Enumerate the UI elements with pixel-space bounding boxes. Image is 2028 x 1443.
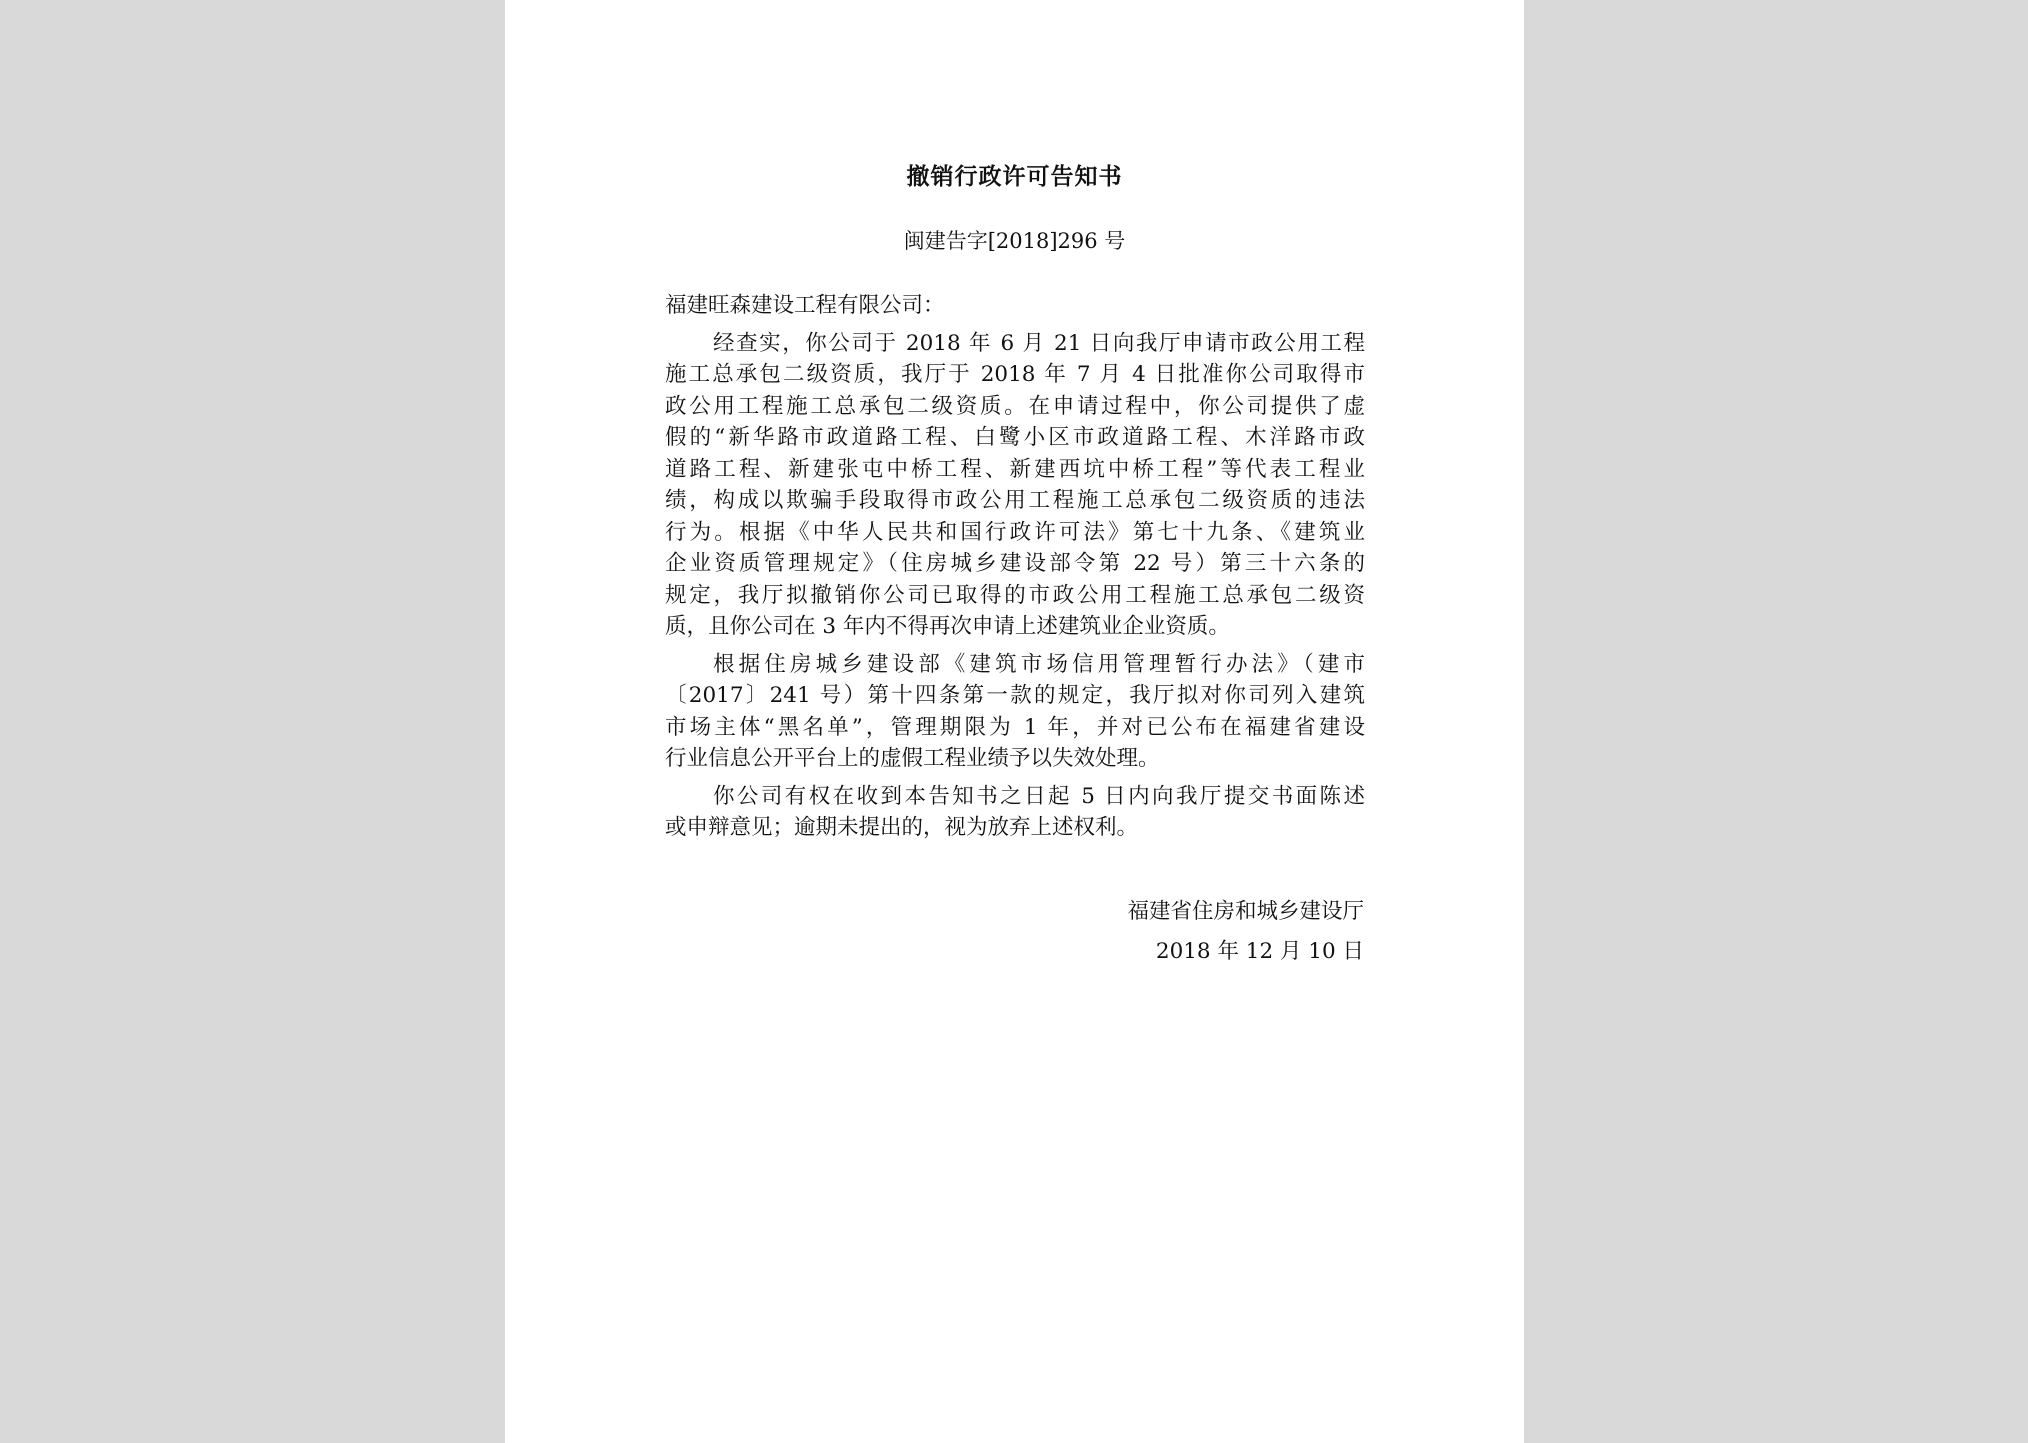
issue-date: 2018 年 12 月 10 日 — [1155, 939, 1364, 964]
document-body — [665, 290, 1365, 850]
addressee: 福建旺森建设工程有限公司： — [665, 293, 945, 318]
paragraph-line: 道路工程、新建张屯中桥工程、新建西坑中桥工程”等代表工程业 — [665, 456, 1365, 482]
paragraph-2 — [665, 649, 1365, 775]
paragraph-3 — [665, 781, 1365, 844]
paragraph-line: 规定，我厅拟撤销你公司已取得的市政公用工程施工总承包二级资 — [665, 582, 1365, 608]
paragraph-line: 或申辩意见；逾期未提出的，视为放弃上述权利。 — [665, 815, 1139, 840]
paragraph-line: 质，且你公司在 3 年内不得再次申请上述建筑业企业资质。 — [665, 614, 1230, 639]
document-page — [505, 0, 1524, 1443]
paragraph-line: 你公司有权在收到本告知书之日起 5 日内向我厅提交书面陈述 — [713, 783, 1365, 809]
paragraph-line: 根据住房城乡建设部《建筑市场信用管理暂行办法》（建市 — [713, 651, 1365, 677]
paragraph-line: 市场主体“黑名单”，管理期限为 1 年，并对已公布在福建省建设 — [665, 714, 1365, 740]
paragraph-1 — [665, 328, 1365, 643]
paragraph-line: 企业资质管理规定》（住房城乡建设部令第 22 号）第三十六条的 — [665, 551, 1365, 576]
issuer-name: 福建省住房和城乡建设厅 — [1127, 899, 1364, 924]
paragraph-line: 行业信息公开平台上的虚假工程业绩予以失效处理。 — [665, 746, 1160, 771]
document-title: 撤销行政许可告知书 — [906, 163, 1123, 190]
document-number: 闽建告字[2018]296 号 — [903, 229, 1126, 253]
paragraph-line: 〔2017〕241 号）第十四条第一款的规定，我厅拟对你司列入建筑 — [665, 683, 1365, 708]
paragraph-line: 行为。根据《中华人民共和国行政许可法》第七十九条、《建筑业 — [665, 519, 1365, 545]
paragraph-line: 政公用工程施工总承包二级资质。在申请过程中，你公司提供了虚 — [665, 393, 1365, 419]
paragraph-line: 假的“新华路市政道路工程、白鹭小区市政道路工程、木洋路市政 — [665, 425, 1365, 450]
paragraph-line: 施工总承包二级资质，我厅于 2018 年 7 月 4 日批准你公司取得市 — [665, 362, 1365, 387]
signature-block — [1127, 892, 1364, 972]
paragraph-line: 经查实，你公司于 2018 年 6 月 21 日向我厅申请市政公用工程 — [713, 330, 1365, 356]
paragraph-line: 绩，构成以欺骗手段取得市政公用工程施工总承包二级资质的违法 — [665, 488, 1365, 513]
